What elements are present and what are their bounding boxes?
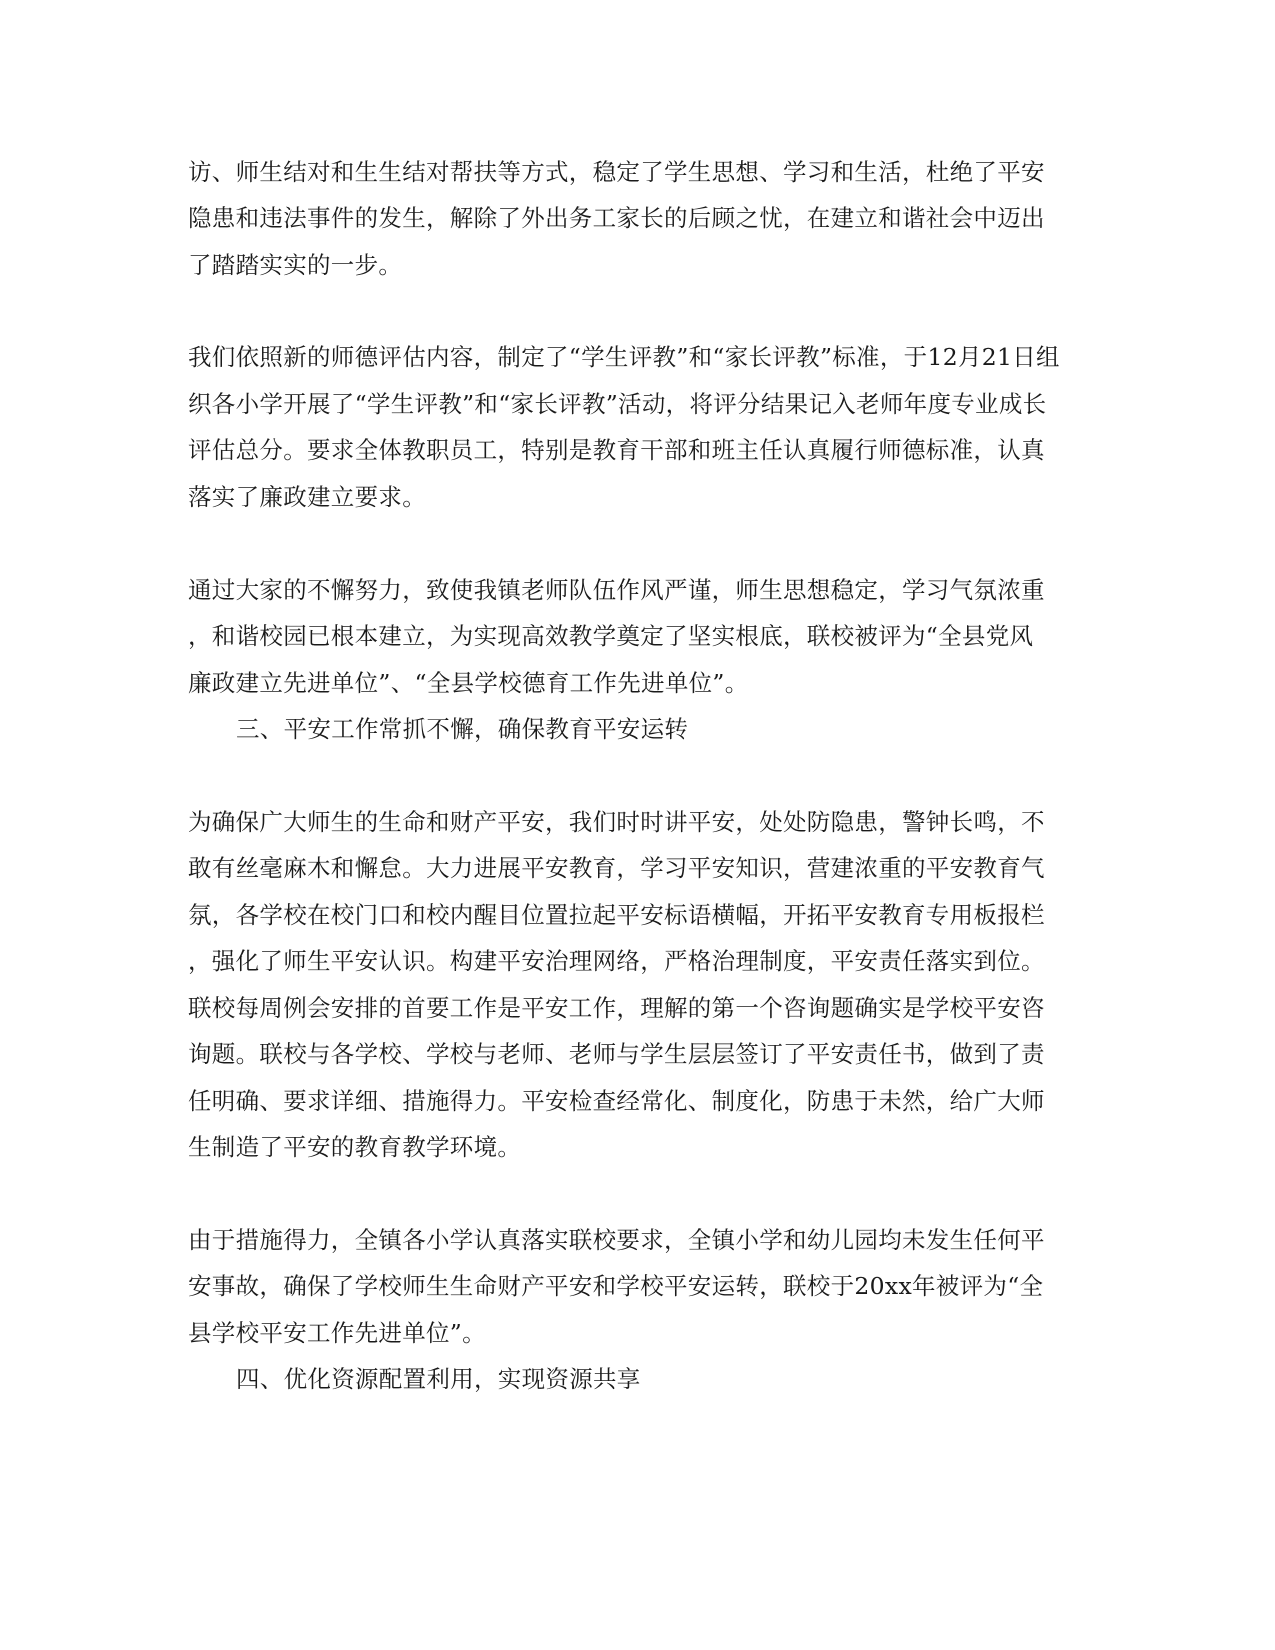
paragraph-line: 织各小学开展了“学生评教”和“家长评教”活动，将评分结果记入老师年度专业成长 (188, 390, 1047, 418)
paragraph-line: 任明确、要求详细、措施得力。平安检查经常化、制度化，防患于未然，给广大师 (188, 1087, 1045, 1115)
paragraph-line: 评估总分。要求全体教职员工，特别是教育干部和班主任认真履行师德标准，认真 (188, 436, 1045, 464)
paragraph-line: 隐患和违法事件的发生，解除了外出务工家长的后顾之忧，在建立和谐社会中迈出 (188, 204, 1045, 232)
paragraph-line: 安事故，确保了学校师生生命财产平安和学校平安运转，联校于20xx年被评为“全 (188, 1272, 1044, 1300)
paragraph-line: ，强化了师生平安认识。构建平安治理网络，严格治理制度，平安责任落实到位。 (188, 947, 1045, 975)
paragraph-line: 我们依照新的师德评估内容，制定了“学生评教”和“家长评教”标准，于12月21日组 (188, 343, 1060, 371)
paragraph-line: 访、师生结对和生生结对帮扶等方式，稳定了学生思想、学习和生活，杜绝了平安 (188, 158, 1045, 186)
paragraph-line: 廉政建立先进单位”、“全县学校德育工作先进单位”。 (188, 669, 749, 697)
paragraph-line: 县学校平安工作先进单位”。 (188, 1319, 486, 1347)
paragraph-line: 生制造了平安的教育教学环境。 (188, 1133, 522, 1161)
section-heading-3: 三、平安工作常抓不懈，确保教育平安运转 (236, 715, 689, 743)
paragraph-line: 了踏踏实实的一步。 (188, 251, 403, 279)
paragraph-line: 敢有丝毫麻木和懈怠。大力进展平安教育，学习平安知识，营建浓重的平安教育气 (188, 854, 1045, 882)
paragraph-line: 询题。联校与各学校、学校与老师、老师与学生层层签订了平安责任书，做到了责 (188, 1040, 1045, 1068)
paragraph-line: 为确保广大师生的生命和财产平安，我们时时讲平安，处处防隐患，警钟长鸣，不 (188, 808, 1045, 836)
paragraph-line: 通过大家的不懈努力，致使我镇老师队伍作风严谨，师生思想稳定，学习气氛浓重 (188, 576, 1045, 604)
paragraph-line: ，和谐校园已根本建立，为实现高效教学奠定了坚实根底，联校被评为“全县党风 (188, 622, 1034, 650)
section-heading-4: 四、优化资源配置利用，实现资源共享 (236, 1365, 641, 1393)
paragraph-line: 落实了廉政建立要求。 (188, 483, 426, 511)
paragraph-line: 氛，各学校在校门口和校内醒目位置拉起平安标语横幅，开拓平安教育专用板报栏 (188, 901, 1045, 929)
paragraph-line: 联校每周例会安排的首要工作是平安工作，理解的第一个咨询题确实是学校平安咨 (188, 994, 1045, 1022)
paragraph-line: 由于措施得力，全镇各小学认真落实联校要求，全镇小学和幼儿园均未发生任何平 (188, 1226, 1045, 1254)
